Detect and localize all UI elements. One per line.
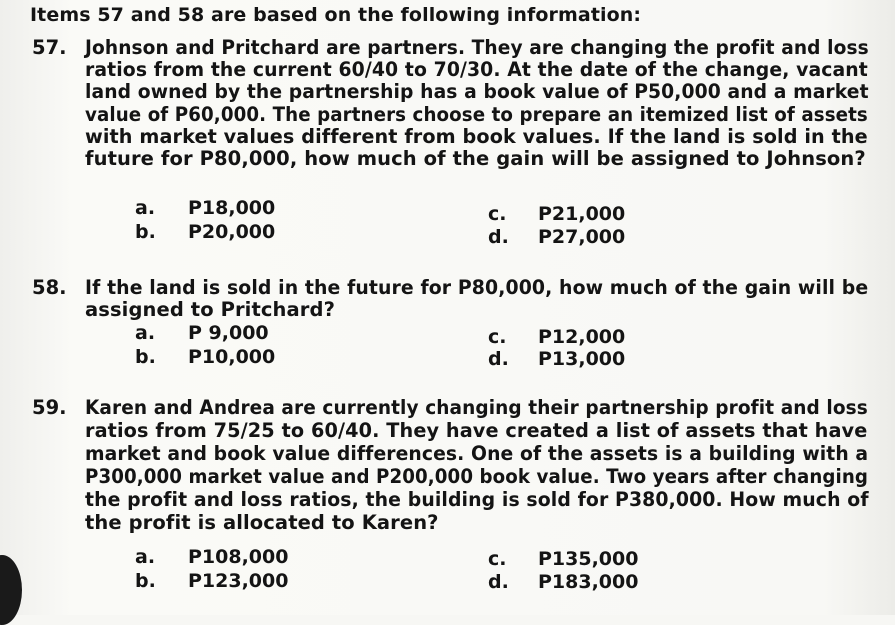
q57-option-b-value: P20,000 <box>188 221 276 243</box>
q58-option-c-letter: c. <box>488 326 507 348</box>
question-59-line-3: market and book value differences. One of the assets is a building with a <box>85 442 869 465</box>
q57-option-d-value: P27,000 <box>538 226 626 248</box>
q58-option-a-letter: a. <box>135 322 156 344</box>
section-header: Items 57 and 58 are based on the following information: <box>30 4 642 26</box>
q59-option-b-value: P123,000 <box>188 570 289 592</box>
question-57-line-2: ratios from the current 60/40 to 70/30. At the date of the change, vacant <box>85 58 868 81</box>
q59-option-c-value: P135,000 <box>538 548 639 570</box>
question-59-number: 59. <box>32 396 67 419</box>
q57-option-a-letter: a. <box>135 197 156 219</box>
q58-option-b-letter: b. <box>135 346 156 368</box>
q59-option-c-letter: c. <box>488 548 507 570</box>
q59-option-a-value: P108,000 <box>188 546 289 568</box>
question-58-line-2: assigned to Pritchard? <box>85 298 335 321</box>
q57-option-c-value: P21,000 <box>538 203 626 225</box>
q59-option-b-letter: b. <box>135 570 156 592</box>
question-57-number: 57. <box>32 36 67 59</box>
q58-option-d-letter: d. <box>488 348 509 370</box>
question-59-line-2: ratios from 75/25 to 60/40. They have created a list of assets that have <box>85 419 868 442</box>
question-59-line-6: the profit is allocated to Karen? <box>85 511 439 534</box>
question-59-line-1: Karen and Andrea are currently changing their partnership profit and loss <box>85 396 868 419</box>
question-58-number: 58. <box>32 276 67 299</box>
question-57-line-3: land owned by the partnership has a book value of P50,000 and a market <box>85 80 869 103</box>
question-59-line-5: the profit and loss ratios, the building is sold for P380,000. How much of <box>85 488 869 511</box>
question-58-line-1: If the land is sold in the future for P80,000, how much of the gain will be <box>85 276 869 299</box>
q58-option-c-value: P12,000 <box>538 326 626 348</box>
question-57-line-1: Johnson and Pritchard are partners. They are changing the profit and loss <box>85 36 869 59</box>
question-57-line-4: value of P60,000. The partners choose to prepare an itemized list of assets <box>85 103 868 126</box>
q59-option-a-letter: a. <box>135 546 156 568</box>
q58-option-b-value: P10,000 <box>188 346 276 368</box>
q57-option-c-letter: c. <box>488 203 507 225</box>
q57-option-b-letter: b. <box>135 221 156 243</box>
question-57-line-6: future for P80,000, how much of the gain will be assigned to Johnson? <box>85 147 866 170</box>
q59-option-d-value: P183,000 <box>538 571 639 593</box>
question-59-line-4: P300,000 market value and P200,000 book value. Two years after changing <box>85 465 869 488</box>
q57-option-a-value: P18,000 <box>188 197 276 219</box>
question-57-line-5: with market values different from book values. If the land is sold in the <box>85 125 868 148</box>
q57-option-d-letter: d. <box>488 226 509 248</box>
q58-option-d-value: P13,000 <box>538 348 626 370</box>
q58-option-a-value: P 9,000 <box>188 322 269 344</box>
q59-option-d-letter: d. <box>488 571 509 593</box>
